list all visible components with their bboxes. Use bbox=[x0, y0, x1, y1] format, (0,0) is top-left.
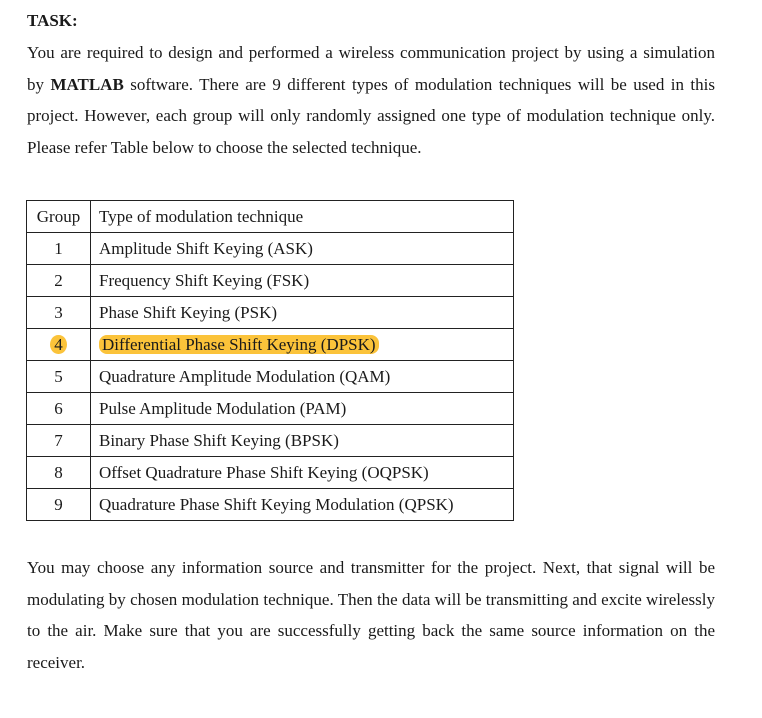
table-header-row bbox=[27, 201, 514, 233]
column-header-group: Group bbox=[27, 201, 91, 233]
closing-paragraph: You may choose any information source and transmitter for the project. Next, that signal will be modulating by chosen modulation technique. Then the data will be transmitting and excite wirelessly to the air. Make sure that you are successfully getting back the same source information on the receiver. bbox=[27, 558, 715, 672]
technique-cell: Amplitude Shift Keying (ASK) bbox=[91, 233, 514, 265]
table-row bbox=[27, 233, 514, 265]
technique-cell: Quadrature Amplitude Modulation (QAM) bbox=[91, 361, 514, 393]
table-row bbox=[27, 425, 514, 457]
column-header-technique: Type of modulation technique bbox=[91, 201, 514, 233]
group-number-cell: 1 bbox=[27, 233, 91, 265]
table-row bbox=[27, 297, 514, 329]
technique-cell: Offset Quadrature Phase Shift Keying (OQPSK) bbox=[91, 457, 514, 489]
technique-cell: Binary Phase Shift Keying (BPSK) bbox=[91, 425, 514, 457]
technique-cell: Frequency Shift Keying (FSK) bbox=[91, 265, 514, 297]
table-row bbox=[27, 361, 514, 393]
table-row bbox=[27, 457, 514, 489]
technique-cell bbox=[91, 329, 514, 361]
table-row bbox=[27, 265, 514, 297]
group-number-cell: 8 bbox=[27, 457, 91, 489]
group-number-cell: 6 bbox=[27, 393, 91, 425]
task-description-end: software. There are 9 different types of modulation techniques will be used in this project. However, each group will only randomly assigned one type of modulation technique only. Please refer Table below to choose the selected technique. bbox=[27, 74, 715, 157]
modulation-table bbox=[26, 200, 514, 521]
task-description bbox=[27, 37, 715, 163]
group-number-cell bbox=[27, 329, 91, 361]
table-row bbox=[27, 489, 514, 521]
technique-cell: Pulse Amplitude Modulation (PAM) bbox=[91, 393, 514, 425]
technique-cell: Phase Shift Keying (PSK) bbox=[91, 297, 514, 329]
table-row bbox=[27, 393, 514, 425]
matlab-emphasis: MATLAB bbox=[50, 74, 124, 94]
group-number-cell: 5 bbox=[27, 361, 91, 393]
group-number-cell: 7 bbox=[27, 425, 91, 457]
highlighted-group-number: 4 bbox=[50, 335, 67, 354]
group-number-cell: 2 bbox=[27, 265, 91, 297]
highlighted-technique: Differential Phase Shift Keying (DPSK) bbox=[99, 335, 379, 354]
group-number-cell: 3 bbox=[27, 297, 91, 329]
task-heading: TASK: bbox=[27, 11, 78, 30]
group-number-cell: 9 bbox=[27, 489, 91, 521]
table-row-highlighted bbox=[27, 329, 514, 361]
technique-cell: Quadrature Phase Shift Keying Modulation (QPSK) bbox=[91, 489, 514, 521]
task-description-start: You are required to design and performed a wireless communication project by using a simulation by bbox=[27, 43, 715, 94]
